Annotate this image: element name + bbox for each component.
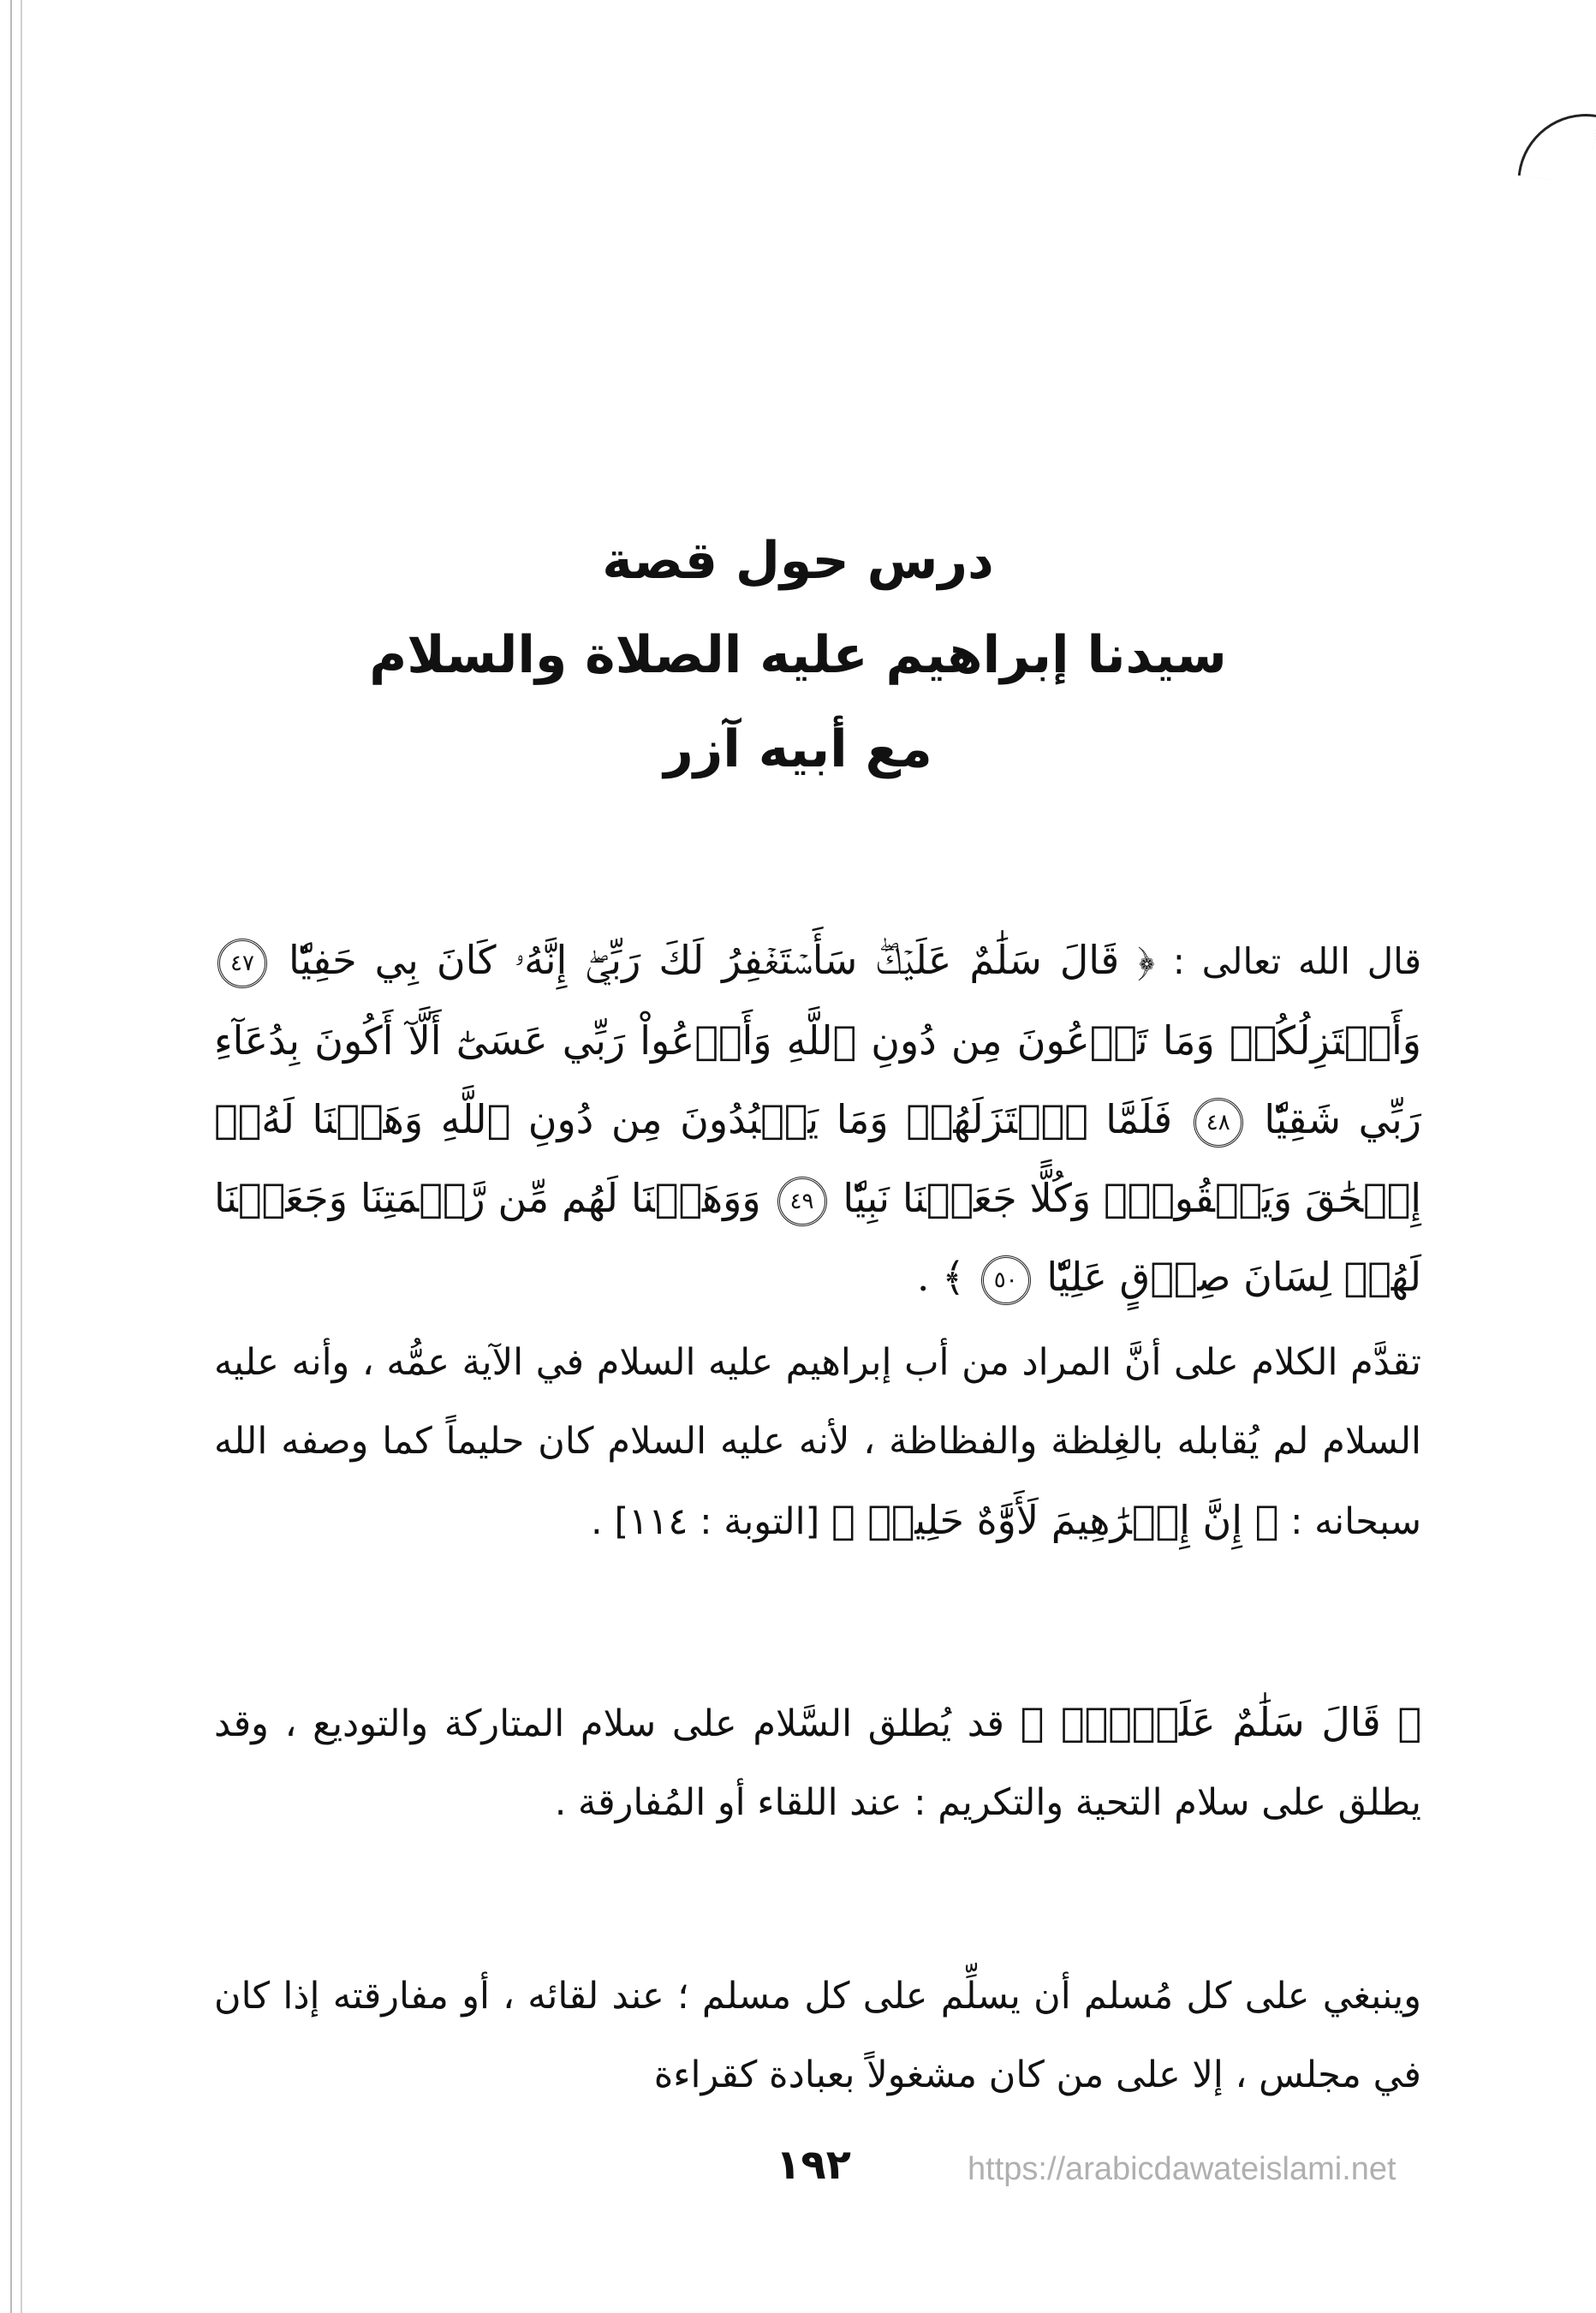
ayah-number-mark: ٥٠: [981, 1255, 1031, 1305]
quran-verse-block: [214, 921, 1421, 1316]
verse-part-48: وَأَعۡتَزِلُكُمۡ وَمَا تَدۡعُونَ مِن دُونِ ٱللَّهِ وَأَدۡعُواْ رَبِّي عَسَىٰٓ أَلَّآ أَكُونَ بِدُعَآءِ رَبِّي شَقِيّٗا: [214, 1017, 1422, 1142]
title-line-1: درس حول قصة: [602, 531, 994, 591]
paragraph-1-text: تقدَّم الكلام على أنَّ المراد من أب إبراهيم عليه السلام في الآية عمُّه ، وأنه عليه السلام لم يُقابله بالغِلظة والفظاظة ، لأنه عليه السلام كان حليماً كما وصفه الله سبحانه :: [214, 1341, 1421, 1543]
lesson-title: [257, 514, 1339, 796]
paragraph-2-text: قد يُطلق السَّلام على سلام المتاركة والتوديع ، وقد يطلق على سلام التحية والتكريم : عند اللقاء أو المُفارقة .: [214, 1702, 1421, 1824]
verse-part-47: قَالَ سَلَٰمٌ عَلَيۡكَۖ سَأَسۡتَغۡفِرُ لَكَ رَبِّيٓۖ إِنَّهُۥ كَانَ بِي حَفِيّٗا: [289, 937, 1120, 983]
scan-binding-line: [21, 0, 22, 2313]
title-line-3: مع أبيه آزر: [664, 719, 932, 779]
watermark-url: https://arabicdawateislami.net: [968, 2151, 1396, 2187]
verse-part-49: فَلَمَّا ٱعۡتَزَلَهُمۡ وَمَا يَعۡبُدُونَ مِن دُونِ ٱللَّهِ وَهَبۡنَا لَهُۥٓ إِسۡحَٰقَ وَيَعۡقُوبَۖ وَكُلًّا جَعَلۡنَا نَبِيّٗا: [214, 1096, 1422, 1221]
paragraph-2: [214, 1683, 1421, 1842]
ayah-number-mark: ٤٩: [777, 1177, 827, 1226]
title-line-2: سيدنا إبراهيم عليه الصلاة والسلام: [369, 625, 1227, 685]
paragraph-1: [214, 1323, 1421, 1561]
scan-corner-mark: [1518, 105, 1596, 186]
ayah-number-mark: ٤٨: [1194, 1098, 1243, 1148]
page-number: ١٩٢: [776, 2141, 851, 2189]
verse-part-50: وَوَهَبۡنَا لَهُم مِّن رَّحۡمَتِنَا وَجَعَلۡنَا لَهُمۡ لِسَانَ صِدۡقٍ عَلِيّٗا: [214, 1175, 1421, 1300]
verse-close: ﴾ .: [916, 1254, 966, 1300]
paragraph-1-reference: [التوبة : ١١٤] .: [591, 1500, 820, 1543]
ayah-number-mark: ٤٧: [217, 939, 267, 988]
paragraph-2-quote: ﴿ قَالَ سَلَٰمٌ عَلَيۡكَۖ ﴾: [1020, 1699, 1422, 1745]
paragraph-3: [214, 1957, 1421, 2114]
paragraph-1-quote: ﴿ إِنَّ إِبۡرَٰهِيمَ لَأَوَّٰهٌ حَلِيمٞ ﴾: [831, 1497, 1279, 1543]
verse-open-bracket: ﴿: [1137, 937, 1155, 983]
scan-binding-line: [10, 0, 12, 2313]
verse-intro: قال الله تعالى :: [1172, 940, 1422, 982]
paragraph-3-text: وينبغي على كل مُسلم أن يسلِّم على كل مسلم ؛ عند لقائه ، أو مفارقته إذا كان في مجلس ، إلا على من كان مشغولاً بعبادة كقراءة: [214, 1975, 1421, 2096]
